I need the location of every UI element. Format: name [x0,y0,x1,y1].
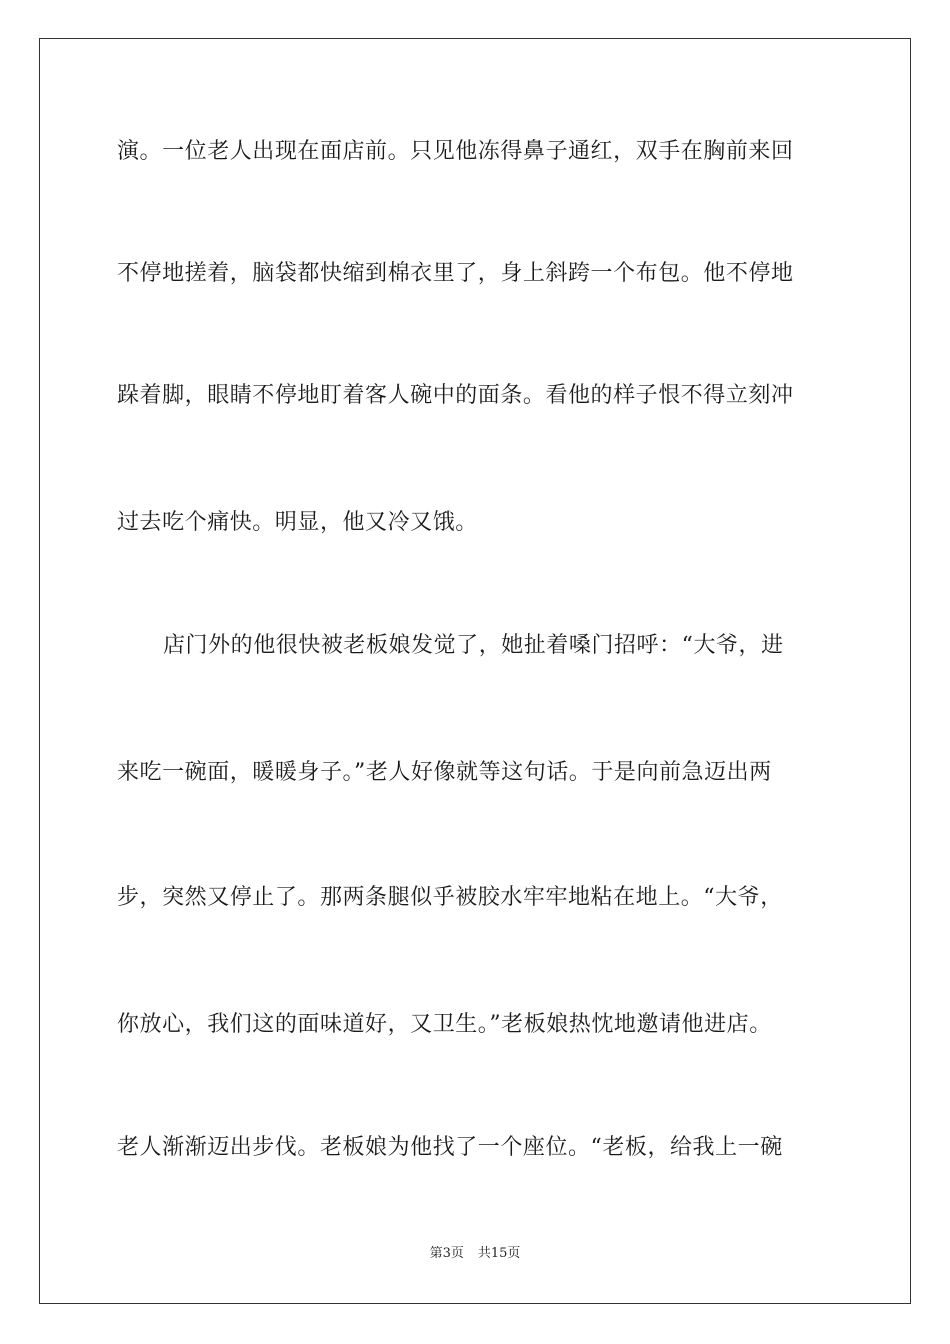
page-total: 共15页 [477,1246,521,1261]
text-line-4: 过去吃个痛快。明显，他又冷又饿。 [117,510,478,535]
paragraph-start-line: 店门外的他很快被老板娘发觉了，她扯着嗓门招呼：“大爷，进 [163,633,784,658]
text-line-3: 跺着脚，眼睛不停地盯着客人碗中的面条。看他的样子恨不得立刻冲 [117,383,794,408]
text-line-2: 不停地搓着，脑袋都快缩到棉衣里了，身上斜跨一个布包。他不停地 [117,261,794,286]
page-border [39,38,911,1304]
text-line-7: 步，突然又停止了。那两条腿似乎被胶水牢牢地粘在地上。“大爷， [117,885,783,910]
page-number: 第3页 [429,1246,464,1261]
text-line-9: 老人渐渐迈出步伐。老板娘为他找了一个座位。“老板，给我上一碗 [117,1135,783,1160]
text-line-1: 演。一位老人出现在面店前。只见他冻得鼻子通红，双手在胸前来回 [117,139,794,164]
text-line-6: 来吃一碗面，暖暖身子。”老人好像就等这句话。于是向前急迈出两 [117,760,772,785]
text-line-8: 你放心，我们这的面味道好，又卫生。”老板娘热忱地邀请他进店。 [117,1012,772,1037]
page-footer [0,1245,950,1263]
